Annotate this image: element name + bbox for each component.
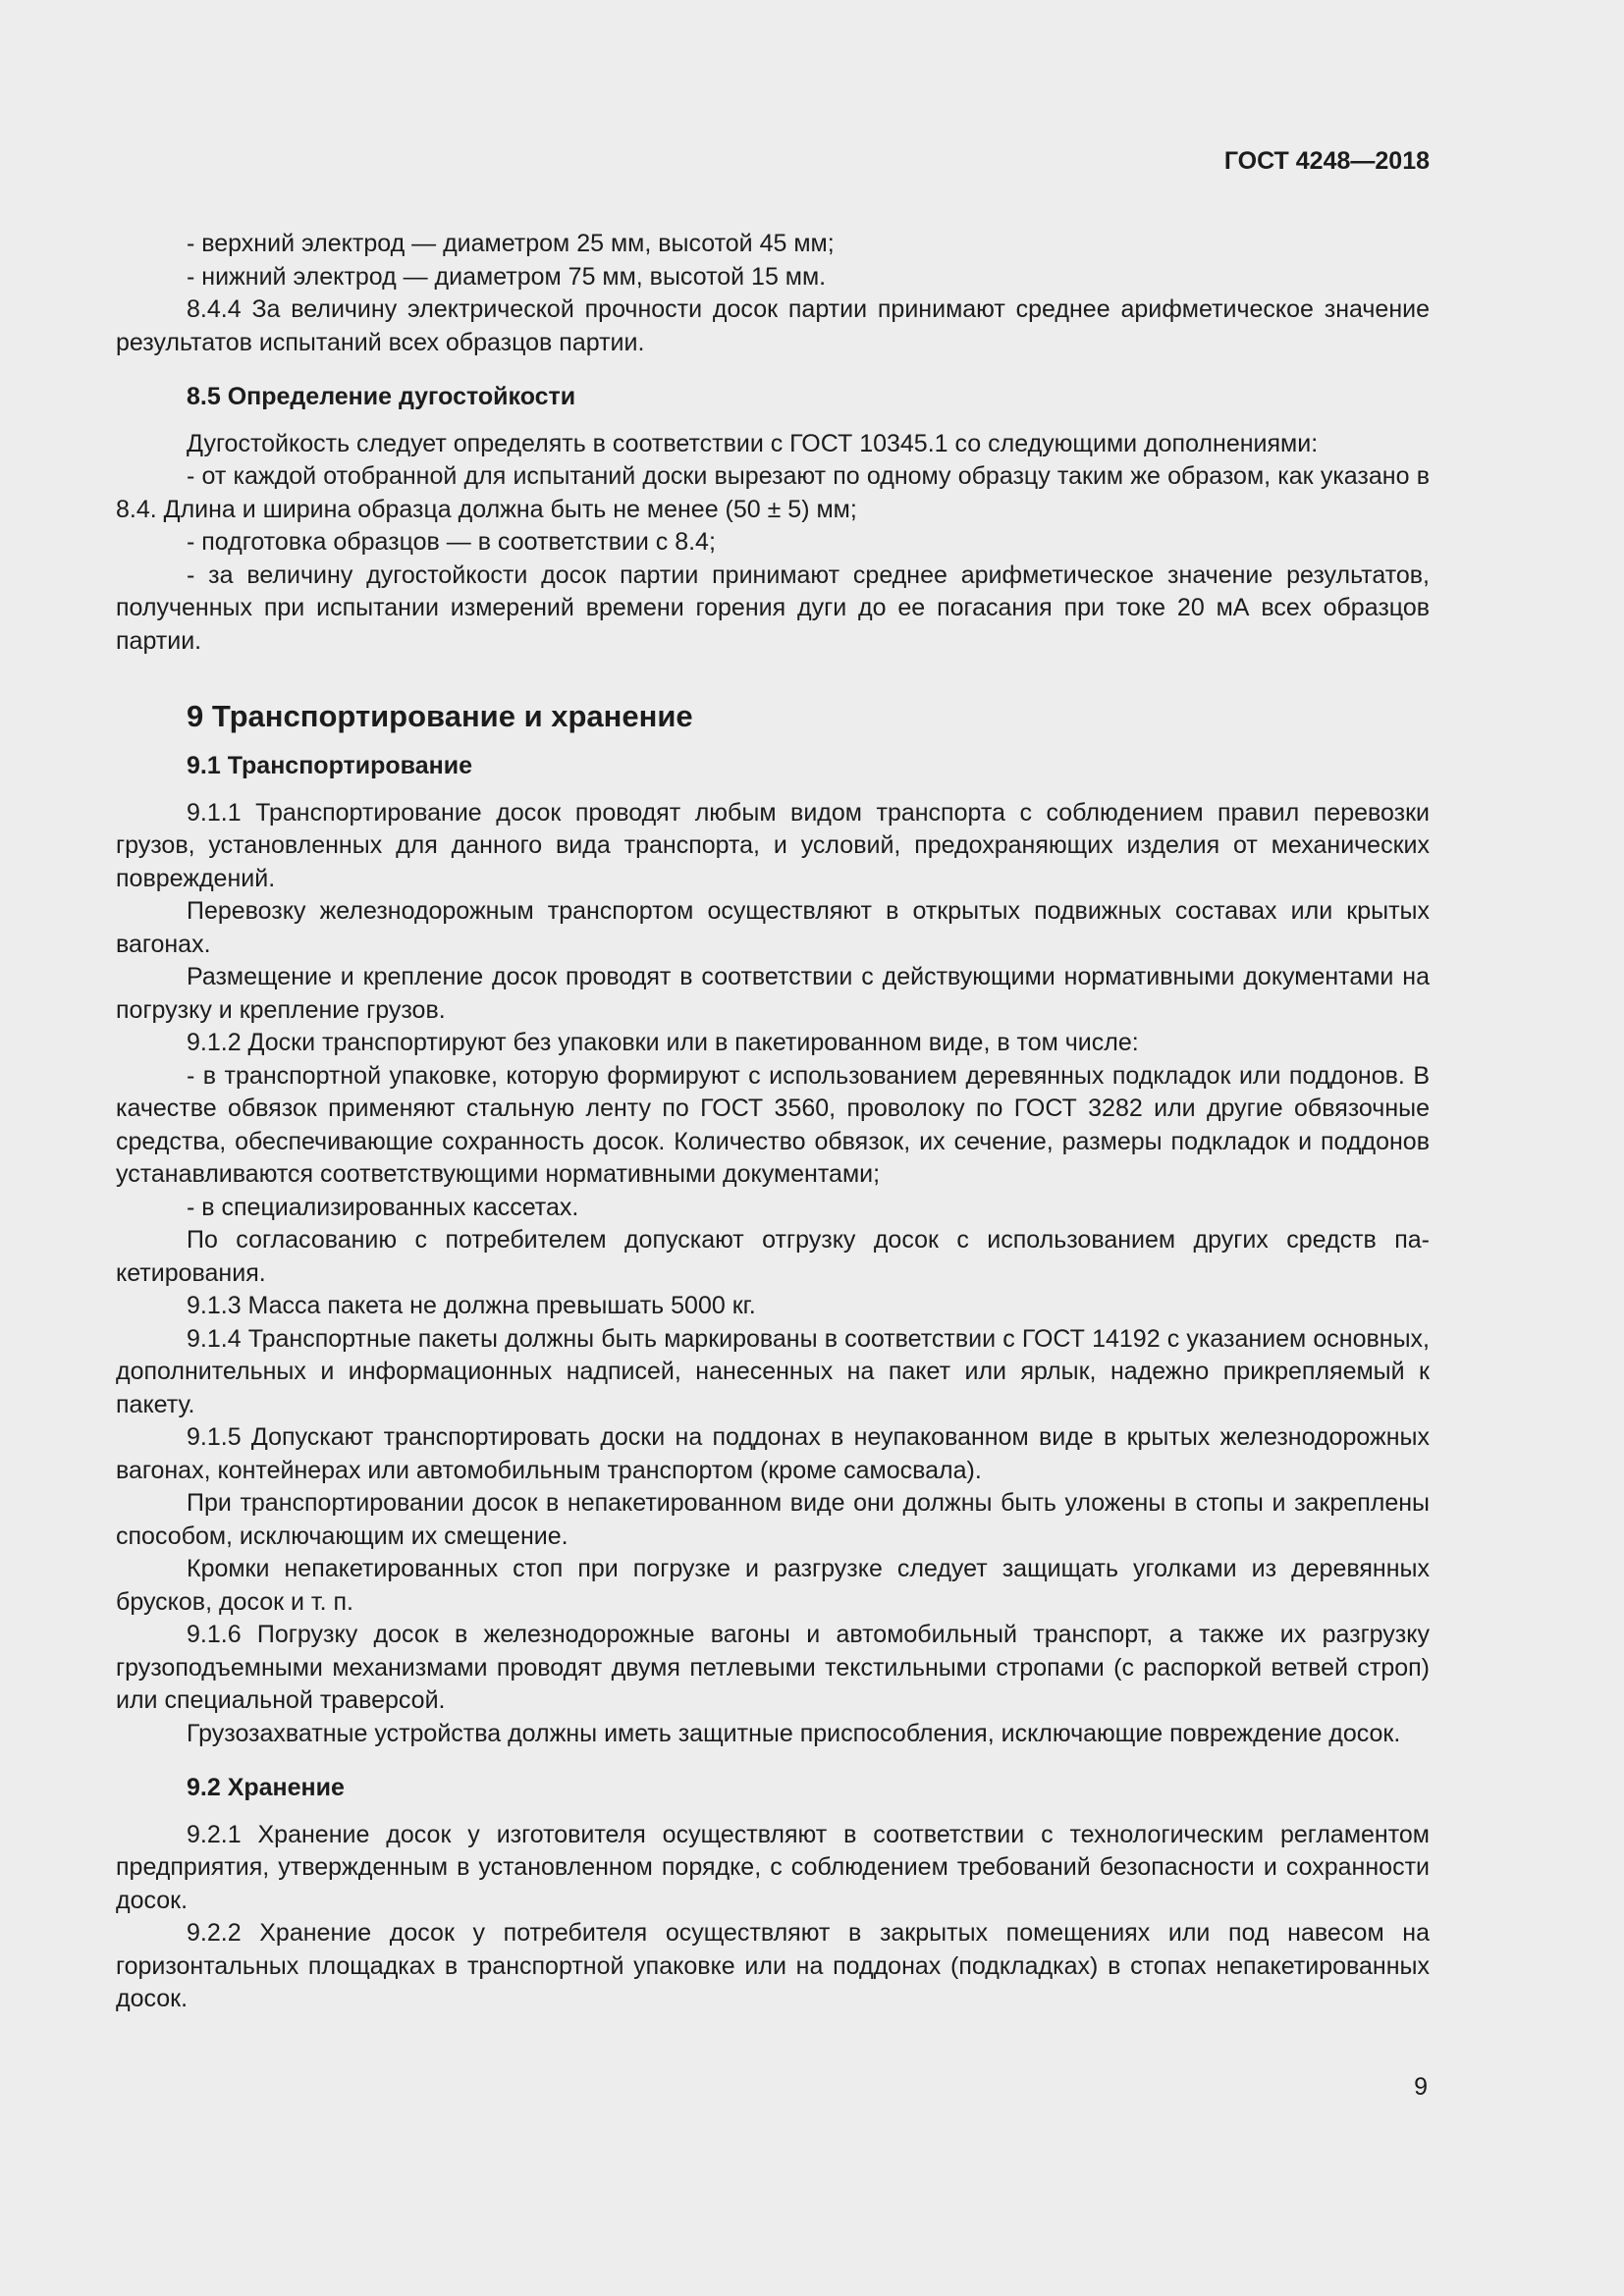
section-heading-8-5: 8.5 Определение дугостойкости [187, 383, 576, 410]
paragraph: - в транспортной упаковке, которую формируют с использованием деревянных подкладок или поддонов. В качестве обвязок применяют стальную ленту по ГОСТ 3560, проволоку по ГОСТ 3282 или другие обвязочные средства, обеспечивающие сохранность досок. Количество обвязок, их сечение, размеры подкладок и поддонов устанавливаются соответствующими нормативными документами; [116, 1061, 1430, 1188]
paragraph: 9.1.4 Транспортные пакеты должны быть маркированы в соответствии с ГОСТ 14192 с указанием основных, дополнительных и информационных надписей, нанесенных на пакет или ярлык, надежно прикрепляемый к пакету. [116, 1324, 1430, 1418]
paragraph: 9.1.2 Доски транспортируют без упаковки или в пакетированном виде, в том числе: [187, 1029, 1139, 1056]
paragraph: При транспортировании досок в непакетированном виде они должны быть уложены в стопы и закреплены способом, исключающим их смещение. [116, 1489, 1430, 1550]
page-number: 9 [1414, 2073, 1428, 2101]
section-heading-9: 9 Транспортирование и хранение [187, 699, 693, 733]
paragraph: Перевозку железнодорожным транспортом осуществляют в открытых подвижных составах или крытых вагонах. [116, 897, 1430, 958]
page-content [116, 228, 1430, 2016]
paragraph: - в специализированных кассетах. [187, 1193, 579, 1221]
paragraph: 9.1.1 Транспортирование досок проводят любым видом транспорта с соблюдением правил перевозки грузов, установленных для данного вида транспорта, и условий, предохраняющих изделия от механических повреждений. [116, 798, 1430, 892]
paragraph: Дугостойкость следует определять в соответствии с ГОСТ 10345.1 со следующими дополнениями: [187, 429, 1319, 457]
section-heading-9-1: 9.1 Транспортирование [187, 752, 472, 779]
paragraph: - нижний электрод — диаметром 75 мм, высотой 15 мм. [187, 262, 827, 291]
paragraph: 8.4.4 За величину электрической прочности досок партии принимают среднее арифметическое значение результатов испытаний всех образцов партии. [116, 295, 1430, 356]
document-code: ГОСТ 4248—2018 [1223, 147, 1430, 175]
paragraph: Кромки непакетированных стоп при погрузке и разгрузке следует защищать уголками из деревянных брусков, досок и т. п. [116, 1555, 1430, 1616]
section-heading-9-2: 9.2 Хранение [187, 1774, 345, 1801]
paragraph: 9.2.1 Хранение досок у изготовителя осуществляют в соответствии с технологическим регламентом предприятия, утвержденным в установленном порядке, с соблюдением требований безопасности и сохранности досок. [116, 1820, 1430, 1914]
paragraph: 9.1.5 Допускают транспортировать доски на поддонах в неупакованном виде в крытых железнодорожных вагонах, контейнерах или автомобильным транспортом (кроме самосвала). [116, 1423, 1430, 1484]
paragraph: Размещение и крепление досок проводят в соответствии с действующими нормативными документами на погрузку и крепление грузов. [116, 963, 1430, 1024]
paragraph: - от каждой отобранной для испытаний доски вырезают по одному образцу таким же образом, как указано в 8.4. Длина и ширина образца должна быть не менее (50 ± 5) мм; [116, 462, 1430, 523]
paragraph: 9.1.6 Погрузку досок в железнодорожные вагоны и автомобильный транспорт, а также их разгрузку грузоподъемными механизмами проводят двумя петлевыми текстильными стропами (с распоркой ветвей строп) или специальной траверсой. [116, 1621, 1430, 1714]
paragraph: - за величину дугостойкости досок партии принимают среднее арифметическое значение результатов, полученных при испытании измерений времени горения дуги до ее погасания при токе 20 мА всех образцов партии. [116, 561, 1430, 655]
paragraph: 9.1.3 Масса пакета не должна превышать 5000 кг. [187, 1292, 756, 1319]
paragraph: - подготовка образцов — в соответствии с 8.4; [187, 528, 716, 556]
paragraph: Грузозахватные устройства должны иметь защитные приспособления, исключающие повреждение досок. [187, 1719, 1401, 1747]
paragraph: По согласованию с потребителем допускают отгрузку досок с использованием других средств пакетирования. [116, 1226, 1430, 1287]
paragraph: - верхний электрод — диаметром 25 мм, высотой 45 мм; [187, 230, 835, 257]
paragraph: 9.2.2 Хранение досок у потребителя осуществляют в закрытых помещениях или под навесом на горизонтальных площадках в транспортной упаковке или на поддонах (подкладках) в стопах непакетированных досок. [116, 1919, 1430, 2012]
